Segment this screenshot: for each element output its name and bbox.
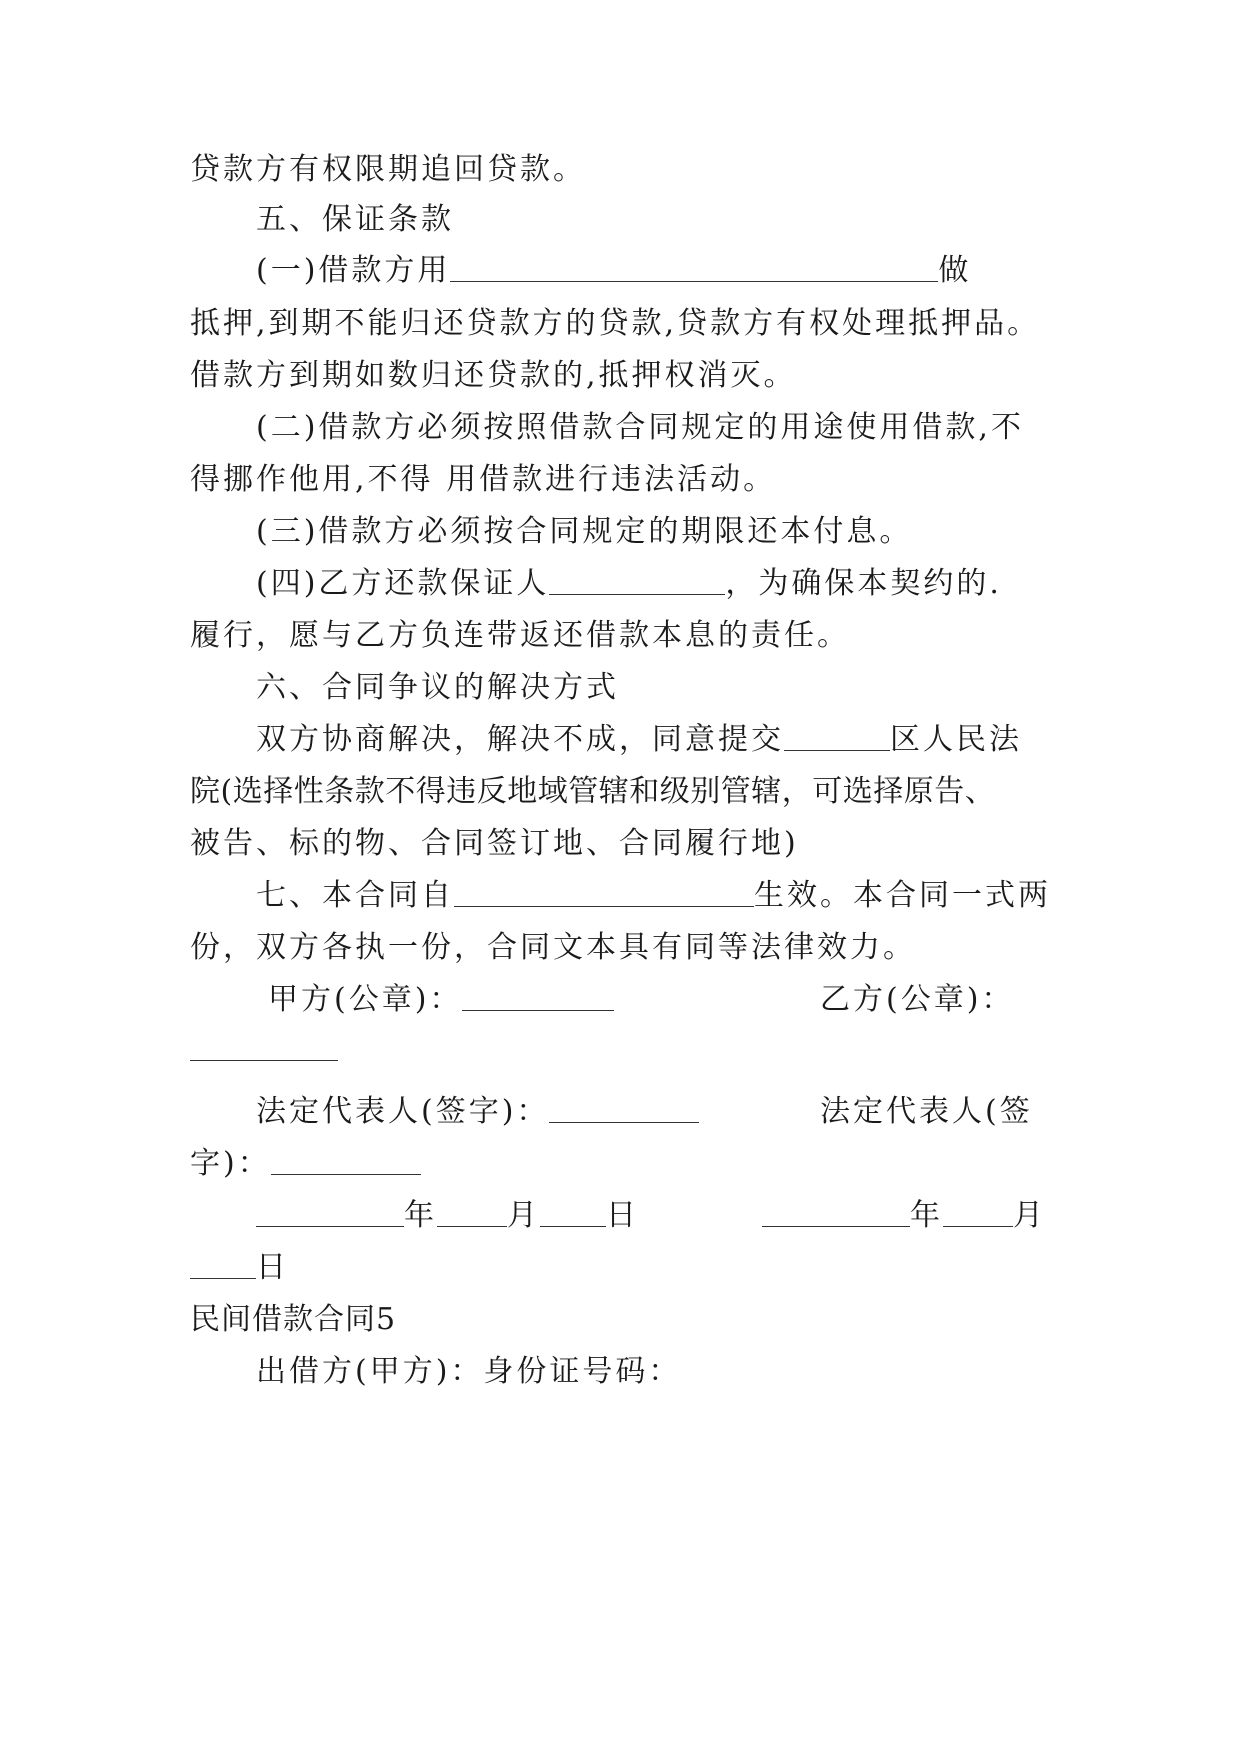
blank-line bbox=[450, 251, 938, 282]
party-a-date bbox=[256, 1196, 639, 1236]
text: 年 bbox=[404, 1198, 437, 1233]
text: 份，双方各执一份，合同文本具有同等法律效力。 bbox=[190, 930, 916, 965]
text: 做 bbox=[938, 253, 972, 288]
blank-line bbox=[271, 1144, 421, 1175]
party-b-date-cont bbox=[190, 1248, 289, 1288]
text: 法定代表人(签 bbox=[820, 1094, 1033, 1129]
text: 贷款方有权限期追回贷款。 bbox=[190, 152, 586, 187]
text: 履行，愿与乙方负连带返还借款本息的责任。 bbox=[190, 618, 850, 653]
clause-1-line bbox=[256, 251, 971, 291]
blank-line bbox=[190, 1248, 256, 1279]
text: 借款方到期如数归还贷款的,抵押权消灭。 bbox=[190, 358, 797, 393]
section-heading-7 bbox=[256, 876, 1051, 916]
text: 法定代表人(签字)： bbox=[256, 1094, 550, 1129]
blank-line bbox=[190, 1030, 338, 1061]
text: 月 bbox=[1013, 1198, 1046, 1233]
party-b-rep-cont bbox=[190, 1144, 421, 1184]
text: ，为确保本契约的. bbox=[725, 566, 1002, 601]
text-line bbox=[190, 772, 995, 812]
text-line bbox=[190, 150, 586, 190]
party-b-seal-blank bbox=[190, 1030, 338, 1070]
text: 字)： bbox=[190, 1146, 271, 1181]
section-heading-6 bbox=[256, 668, 619, 708]
blank-line bbox=[462, 980, 614, 1011]
text: 区人民法 bbox=[890, 722, 1022, 757]
text: (二)借款方必须按照借款合同规定的用途使用借款,不 bbox=[256, 410, 1024, 445]
contract-title bbox=[190, 1300, 396, 1340]
text: 六、合同争议的解决方式 bbox=[256, 670, 619, 705]
text: 七、本合同自 bbox=[256, 878, 454, 913]
party-a-rep bbox=[256, 1092, 699, 1132]
text: 院(选择性条款不得违反地域管辖和级别管辖，可选择原告、 bbox=[190, 774, 996, 809]
party-b-seal bbox=[820, 980, 1014, 1020]
text: 生效。本合同一式两 bbox=[754, 878, 1051, 913]
text: 双方协商解决，解决不成，同意提交 bbox=[256, 722, 784, 757]
blank-line bbox=[762, 1196, 910, 1227]
party-a-seal bbox=[268, 980, 614, 1020]
party-b-date bbox=[762, 1196, 1046, 1236]
text: 日 bbox=[606, 1198, 639, 1233]
party-b-rep bbox=[820, 1092, 1033, 1132]
section-heading-5 bbox=[256, 200, 454, 240]
text-line bbox=[190, 356, 797, 396]
text: 乙方(公章)： bbox=[820, 982, 1015, 1017]
blank-line bbox=[437, 1196, 507, 1227]
text-line bbox=[190, 460, 776, 500]
text-line bbox=[190, 304, 1040, 344]
clause-4-line bbox=[256, 564, 1002, 604]
text: 五、保证条款 bbox=[256, 202, 454, 237]
text-line bbox=[190, 928, 916, 968]
text: 月 bbox=[507, 1198, 540, 1233]
dispute-line bbox=[256, 720, 1022, 760]
lender-line bbox=[256, 1352, 681, 1392]
text-line bbox=[190, 616, 850, 656]
clause-3-line bbox=[256, 512, 912, 552]
blank-line bbox=[784, 720, 890, 751]
text: 年 bbox=[910, 1198, 943, 1233]
text: 甲方(公章)： bbox=[268, 982, 463, 1017]
blank-line bbox=[256, 1196, 404, 1227]
text: 日 bbox=[256, 1250, 289, 1285]
clause-2-line bbox=[256, 408, 1024, 448]
blank-line bbox=[540, 1196, 606, 1227]
blank-line bbox=[549, 564, 725, 595]
text-line bbox=[190, 824, 799, 864]
text: (三)借款方必须按合同规定的期限还本付息。 bbox=[256, 514, 913, 549]
text: 得挪作他用,不得 用借款进行违法活动。 bbox=[190, 462, 777, 497]
text: (一)借款方用 bbox=[256, 253, 451, 288]
text: 民间借款合同5 bbox=[190, 1302, 397, 1337]
text: 出借方(甲方)：身份证号码： bbox=[256, 1354, 682, 1389]
text: 被告、标的物、合同签订地、合同履行地) bbox=[190, 826, 799, 861]
text: 抵押,到期不能归还贷款方的贷款,贷款方有权处理抵押品。 bbox=[190, 306, 1041, 341]
blank-line bbox=[454, 876, 754, 907]
text: (四)乙方还款保证人 bbox=[256, 566, 550, 601]
blank-line bbox=[943, 1196, 1013, 1227]
blank-line bbox=[549, 1092, 699, 1123]
